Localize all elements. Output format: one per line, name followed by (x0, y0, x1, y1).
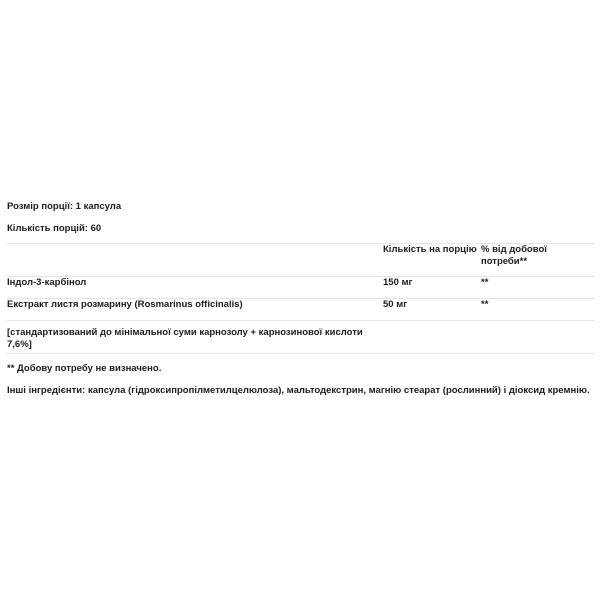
serving-size: Розмір порції: 1 капсула (7, 201, 122, 212)
ingredient-dv: ** (481, 299, 594, 321)
ingredient-amount: 150 мг (383, 277, 481, 299)
table-header-row (7, 244, 594, 277)
servings-per-container: Кількість порцій: 60 (7, 223, 102, 234)
footnote: ** Добову потребу не визначено. (7, 363, 162, 374)
ingredient-name: Екстракт листя розмарину (Rosmarinus officinalis) (7, 299, 383, 321)
nutrition-table (7, 243, 594, 354)
ingredient-dv: ** (481, 277, 594, 299)
ingredient-dv (481, 321, 594, 354)
header-daily-value: % від добової потреби** (481, 244, 594, 277)
other-ingredients: Інші інгредієнти: капсула (гідроксипропілметилцелюлоза), мальтодекстрин, магнію стеарат (рослинний) і діоксид кремнію. (7, 385, 590, 396)
header-amount: Кількість на порцію (383, 244, 481, 277)
header-ingredient (7, 244, 383, 277)
ingredient-amount: 50 мг (383, 299, 481, 321)
table-row (7, 277, 594, 299)
ingredient-name: Індол-3-карбінол (7, 277, 383, 299)
table-row (7, 321, 594, 354)
ingredient-name: [стандартизований до мінімальної суми карнозолу + карнозинової кислоти 7,6%] (7, 321, 383, 354)
table-row (7, 299, 594, 321)
ingredient-amount (383, 321, 481, 354)
